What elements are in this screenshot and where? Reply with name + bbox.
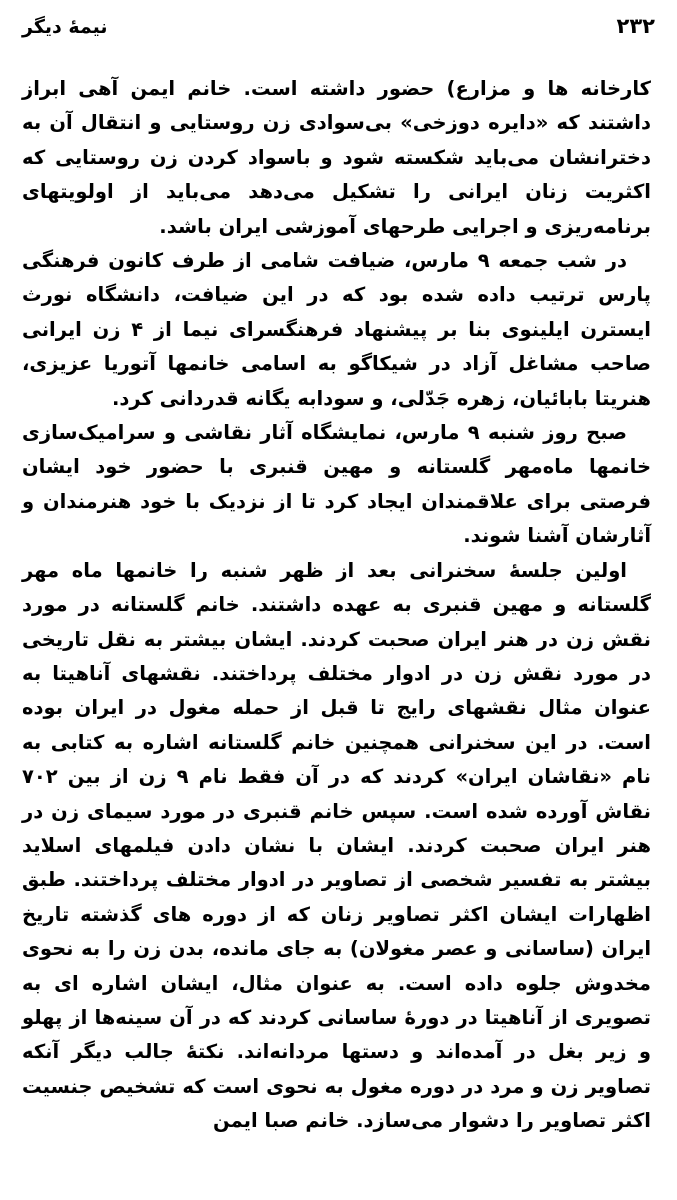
page-number: ۲۳۲ — [616, 14, 655, 38]
book-title: نیمهٔ دیگر — [22, 16, 108, 38]
paragraph-3: صبح روز شنبه ۹ مارس، نمایشگاه آثار نقاشی و سرامیک‌سازی خانمها ماه‌مهر گلستانه و مهین قنبری با حضور خود ایشان فرصتی برای علاقمندان ایجاد کرد تا از نزدیک با خود هنرمندان و آثارشان آشنا شوند. — [22, 421, 651, 548]
paragraph-1: کارخانه ها و مزارع) حضور داشته است. خانم ایمن آهی ابراز داشتند که «دایره دوزخی» بی‌سوادی زن روستایی و انتقال آن به دخترانشان می‌باید شکسته شود و باسواد کردن زن روستایی که اکثریت زنان ایرانی را تشکیل می‌دهد می‌باید از اولویتهای برنامه‌ریزی و اجرایی طرحهای آموزشی ایران باشد. — [22, 77, 651, 238]
body-text — [22, 72, 651, 1139]
running-head — [22, 14, 655, 54]
paragraph-4: اولین جلسهٔ سخنرانی بعد از ظهر شنبه را خانمها ماه مهر گلستانه و مهین قنبری به عهده داشتند. خانم گلستانه در مورد نقش زن در هنر ایران صحبت کردند. ایشان بیشتر به نقل تاریخی در مورد نقش زن در ادوار مختلف پرداختند. نقشهای آناهیتا به عنوان مثال نقشهای رایج تا قبل از حمله مغول در ایران بوده است. در این سخنرانی همچنین خانم گلستانه اشاره به کتابی به نام «نقاشان ایران» کردند که در آن فقط نام ۹ زن از بین ۷۰۲ نقاش آورده شده است. سپس خانم قنبری در مورد سیمای زن در هنر ایران صحبت کردند. ایشان با نشان دادن فیلمهای اسلاید بیشتر به تفسیر شخصی از تصاویر در ادوار مختلف پرداختند. طبق اظهارات ایشان اکثر تصاویر زنان که از دوره های گذشته تاریخ ایران (ساسانی و عصر مغولان) به جای مانده، بدن زن را به نحوی مخدوش جلوه داده است. به عنوان مثال، ایشان اشاره ای به تصویری از آناهیتا در دورهٔ ساسانی کردند که در آن سینه‌ها از پهلو و زیر بغل در آمده‌اند و دستها مردانه‌اند. نکتهٔ جالب دیگر آنکه تصاویر زن و مرد در دوره مغول به نحوی است که تشخیص جنسیت اکثر تصاویر را دشوار می‌سازد. خانم صبا ایمن — [22, 558, 651, 1133]
paragraph-2: در شب جمعه ۹ مارس، ضیافت شامی از طرف کانون فرهنگی پارس ترتیب داده شده بود که در این ضیافت، دانشگاه نورث ایسترن ایلینوی بنا بر پیشنهاد فرهنگسرای نیما از ۴ زن ایرانی صاحب مشاغل آزاد در شیکاگو به اسامی خانمها آتوریا عزیزی، هنریتا بابائیان، زهره جَدّلی، و سودابه یگانه قدردانی کرد. — [22, 249, 651, 410]
